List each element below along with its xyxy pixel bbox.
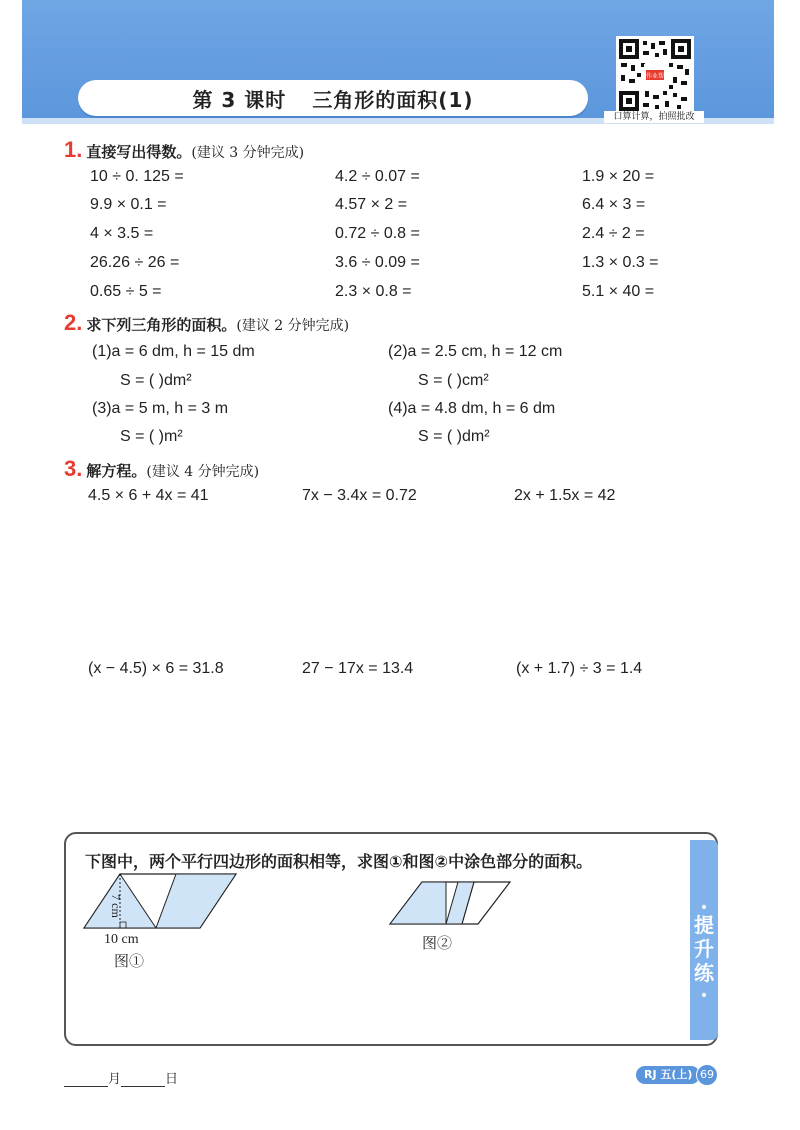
fig1-caption: 图①: [114, 954, 145, 970]
q1-item: 1.3 × 0.3 =: [582, 254, 659, 271]
q3-label: 解方程。: [86, 462, 147, 480]
fig1-base-label: 10 cm: [104, 932, 139, 947]
q2-item-condition: (4)a = 4.8 dm, h = 6 dm: [388, 400, 556, 417]
date-field[interactable]: [64, 1068, 178, 1087]
q3-equation: (x − 4.5) × 6 = 31.8: [88, 660, 224, 677]
q2-answer-blank[interactable]: S = ( )cm²: [418, 372, 489, 389]
q1-item: 2.4 ÷ 2 =: [582, 225, 645, 242]
q1-item: 10 ÷ 0. 125 =: [90, 168, 184, 185]
q2-label: 求下列三角形的面积。: [86, 316, 237, 334]
tab-char: 提: [694, 913, 714, 937]
figure-2: [388, 878, 514, 928]
q1-item: 6.4 × 3 =: [582, 196, 646, 213]
q2-number: 2.: [64, 310, 83, 335]
fig1-shaded-region: [156, 874, 236, 928]
q1-item: 1.9 × 20 =: [582, 168, 655, 185]
q2-heading: [64, 310, 349, 336]
figure-1: [80, 872, 240, 932]
q1-hint: (建议 3 分钟完成): [191, 145, 305, 161]
q1-item: 4 × 3.5 =: [90, 225, 154, 242]
q2-item-condition: (3)a = 5 m, h = 3 m: [92, 400, 229, 417]
lesson-topic: 三角形的面积(1): [312, 87, 474, 112]
tab-dot: •: [699, 900, 709, 916]
tab-dot: •: [699, 988, 709, 1004]
month-label: 月: [108, 1072, 122, 1087]
qr-logo: 作业帮: [645, 73, 665, 80]
q3-equation: 2x + 1.5x = 42: [514, 487, 616, 504]
q1-number: 1.: [64, 137, 83, 162]
q1-label: 直接写出得数。: [86, 143, 192, 161]
tab-char: 升: [694, 937, 714, 961]
q1-heading: [64, 137, 304, 163]
q2-answer-blank[interactable]: S = ( )dm²: [418, 428, 490, 445]
q1-item: 2.3 × 0.8 =: [335, 283, 412, 300]
q1-item: 26.26 ÷ 26 =: [90, 254, 180, 271]
extension-prompt: 下图中，两个平行四边形的面积相等，求图①和图②中涂色部分的面积。: [85, 852, 593, 871]
day-label: 日: [165, 1072, 179, 1087]
q2-item-condition: (1)a = 6 dm, h = 15 dm: [92, 343, 255, 360]
q3-hint: (建议 4 分钟完成): [146, 464, 260, 480]
q3-number: 3.: [64, 456, 83, 481]
q1-item: 4.2 ÷ 0.07 =: [335, 168, 420, 185]
fig2-shaded-middle: [446, 882, 474, 924]
q3-heading: [64, 456, 259, 482]
q3-equation: 4.5 × 6 + 4x = 41: [88, 487, 209, 504]
page-number: 69: [696, 1064, 718, 1086]
q1-item: 9.9 × 0.1 =: [90, 196, 167, 213]
fig2-caption: 图②: [422, 936, 453, 952]
q1-item: 3.6 ÷ 0.09 =: [335, 254, 420, 271]
q2-answer-blank[interactable]: S = ( )m²: [120, 428, 183, 445]
extension-tab: [690, 840, 718, 1040]
tab-char: 练: [694, 961, 714, 985]
lesson-number: 第 3 课时: [192, 87, 287, 112]
lesson-title: [78, 80, 588, 116]
qr-code[interactable]: [616, 36, 694, 114]
q3-equation: (x + 1.7) ÷ 3 = 1.4: [516, 660, 643, 677]
q3-equation: 27 − 17x = 13.4: [302, 660, 414, 677]
q2-answer-blank[interactable]: S = ( )dm²: [120, 372, 192, 389]
q2-item-condition: (2)a = 2.5 cm, h = 12 cm: [388, 343, 563, 360]
q2-hint: (建议 2 分钟完成): [236, 318, 350, 334]
fig1-height-label: 7 cm: [109, 894, 123, 918]
q1-item: 4.57 × 2 =: [335, 196, 408, 213]
q1-item: 0.72 ÷ 0.8 =: [335, 225, 420, 242]
q1-item: 5.1 × 40 =: [582, 283, 655, 300]
qr-caption: 口算计算，拍照批改: [604, 111, 704, 123]
q1-item: 0.65 ÷ 5 =: [90, 283, 162, 300]
q3-equation: 7x − 3.4x = 0.72: [302, 487, 417, 504]
edition-badge: RJ 五(上): [636, 1066, 700, 1084]
fig2-shaded-left: [390, 882, 446, 924]
